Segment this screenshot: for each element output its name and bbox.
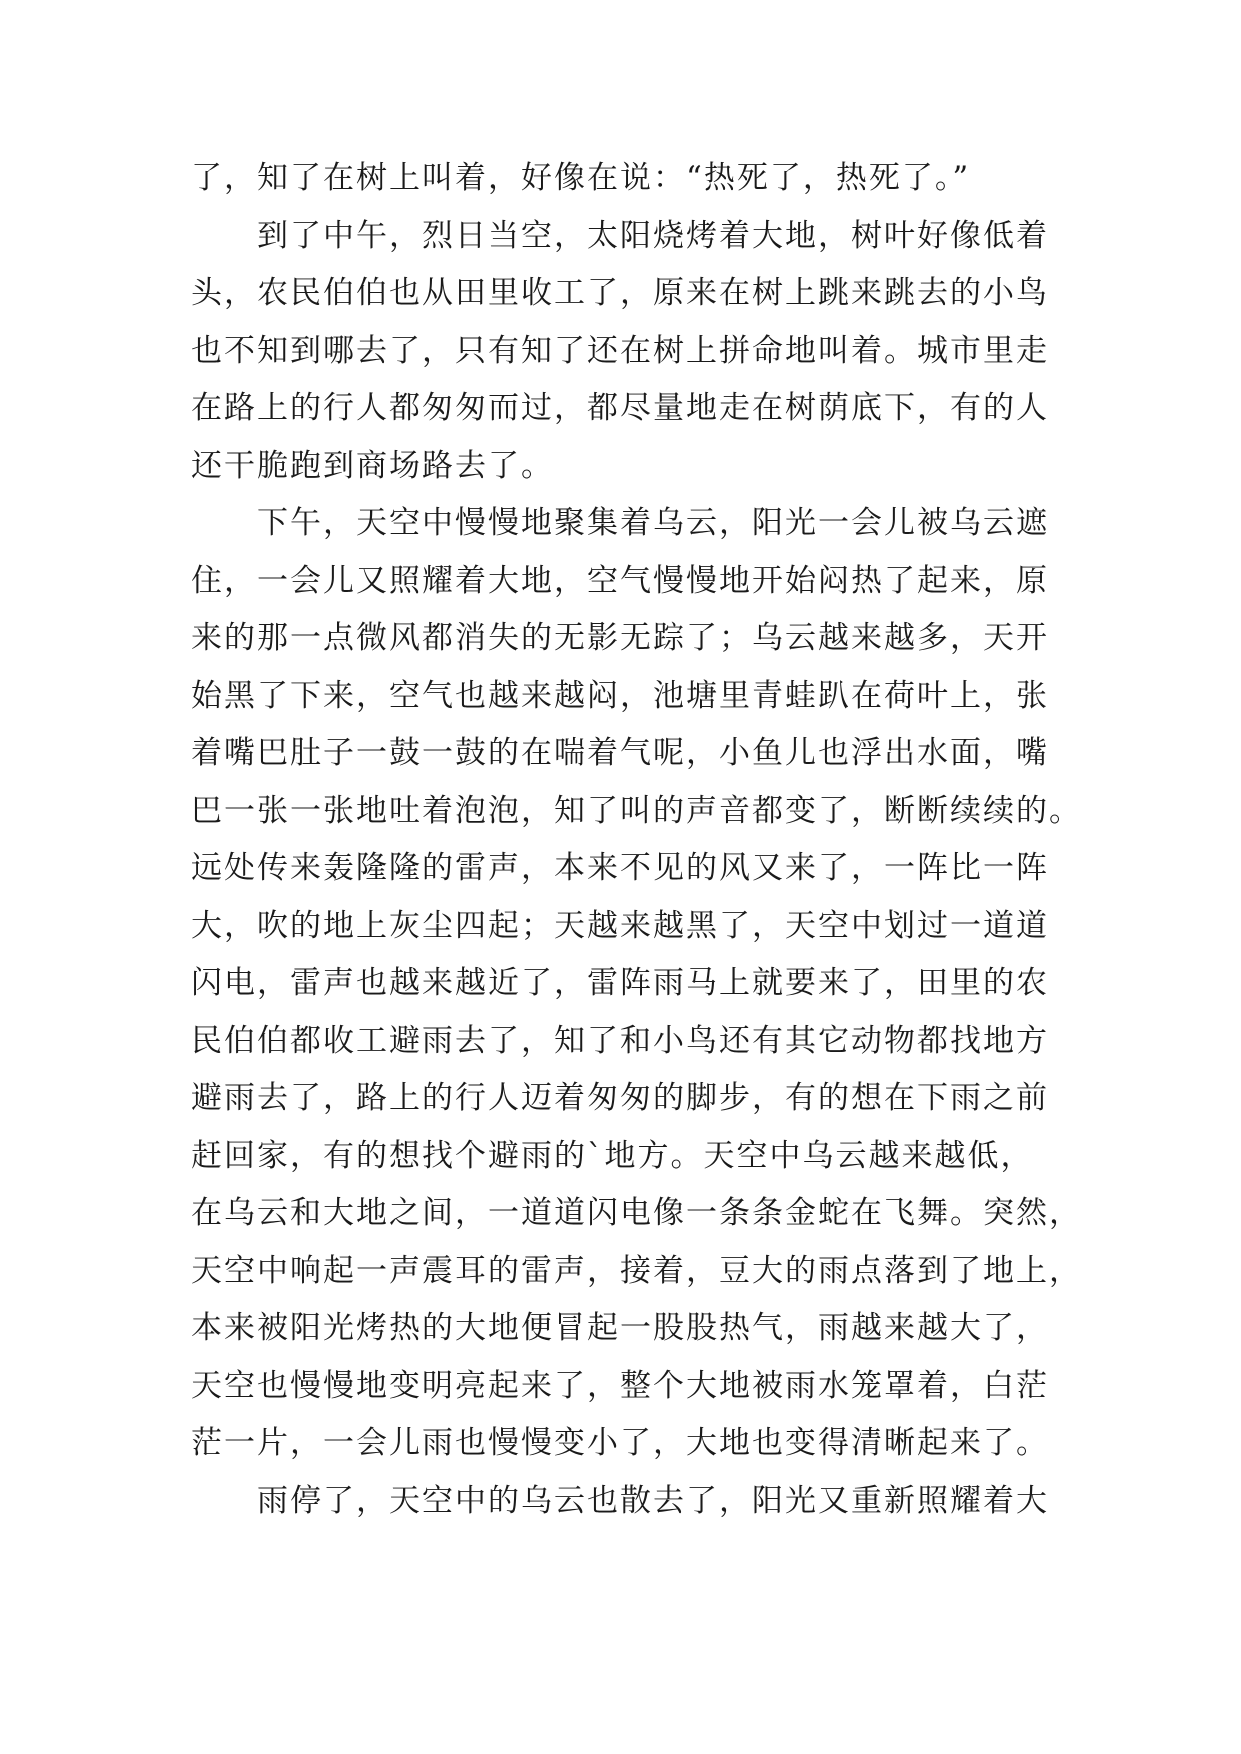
text-line: 本来被阳光烤热的大地便冒起一股股热气，雨越来越大了， xyxy=(191,1310,1049,1346)
text-line: 天空中响起一声震耳的雷声，接着，豆大的雨点落到了地上， xyxy=(191,1252,1082,1289)
paragraph-start-line: 下午，天空中慢慢地聚集着乌云，阳光一会儿被乌云遮 xyxy=(257,505,1049,541)
text-line: 也不知到哪去了，只有知了还在树上拼命地叫着。城市里走 xyxy=(191,332,1049,369)
text-line: 着嘴巴肚子一鼓一鼓的在喘着气呢，小鱼儿也浮出水面，嘴 xyxy=(191,735,1049,771)
text-line: 天空也慢慢地变明亮起来了，整个大地被雨水笼罩着，白茫 xyxy=(191,1367,1049,1404)
text-line: 了，知了在树上叫着，好像在说：“热死了，热死了。” xyxy=(191,160,971,196)
text-line: 闪电，雷声也越来越近了，雷阵雨马上就要来了，田里的农 xyxy=(191,965,1049,1001)
text-line: 远处传来轰隆隆的雷声，本来不见的风又来了，一阵比一阵 xyxy=(191,850,1049,886)
text-line: 茫一片，一会儿雨也慢慢变小了，大地也变得清晰起来了。 xyxy=(191,1425,1049,1461)
text-line: 巴一张一张地吐着泡泡，知了叫的声音都变了，断断续续的。 xyxy=(191,792,1082,829)
text-line: 民伯伯都收工避雨去了，知了和小鸟还有其它动物都找地方 xyxy=(191,1022,1049,1059)
text-line: 始黑了下来，空气也越来越闷，池塘里青蛙趴在荷叶上，张 xyxy=(191,677,1049,714)
text-line: 大，吹的地上灰尘四起；天越来越黑了，天空中划过一道道 xyxy=(191,907,1049,944)
text-line: 赶回家，有的想找个避雨的`地方。天空中乌云越来越低， xyxy=(191,1137,1034,1174)
paragraph-start-line: 雨停了，天空中的乌云也散去了，阳光又重新照耀着大 xyxy=(257,1482,1049,1519)
text-line: 来的那一点微风都消失的无影无踪了；乌云越来越多，天开 xyxy=(191,620,1049,656)
text-line: 还干脆跑到商场路去了。 xyxy=(191,447,554,484)
text-line: 住，一会儿又照耀着大地，空气慢慢地开始闷热了起来，原 xyxy=(191,562,1049,599)
text-line: 在路上的行人都匆匆而过，都尽量地走在树荫底下，有的人 xyxy=(191,390,1049,426)
paragraph-start-line: 到了中午，烈日当空，太阳烧烤着大地，树叶好像低着 xyxy=(257,217,1049,254)
essay-body xyxy=(191,150,1082,1530)
text-line: 避雨去了，路上的行人迈着匆匆的脚步，有的想在下雨之前 xyxy=(191,1080,1049,1116)
text-line: 在乌云和大地之间，一道道闪电像一条条金蛇在飞舞。突然， xyxy=(191,1195,1082,1231)
text-line: 头，农民伯伯也从田里收工了，原来在树上跳来跳去的小鸟 xyxy=(191,275,1049,311)
